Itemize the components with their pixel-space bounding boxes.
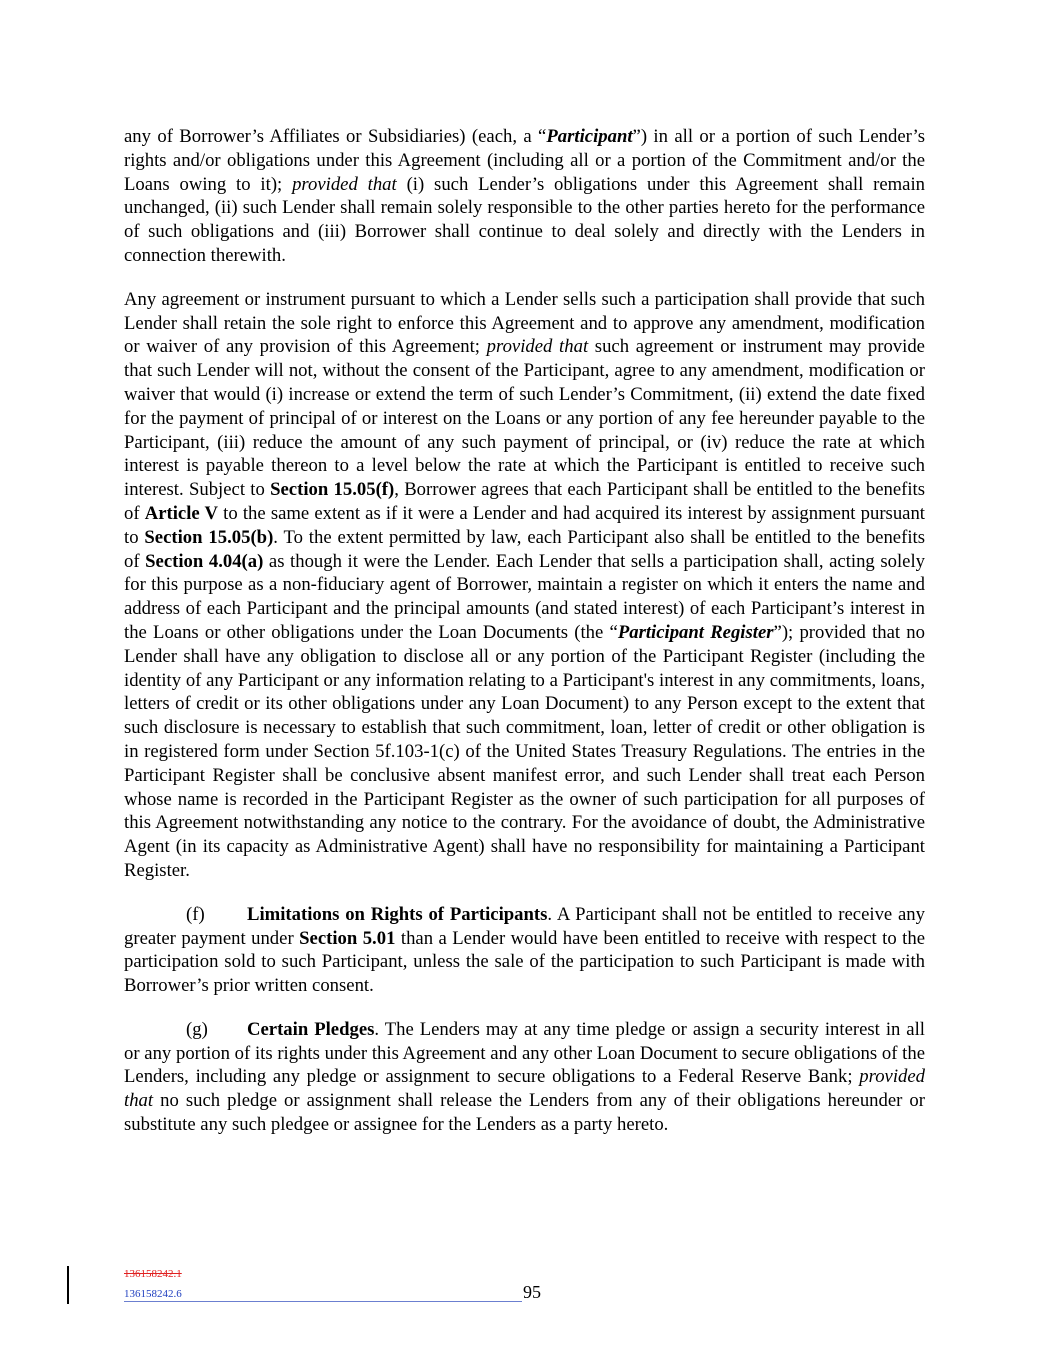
section-label: (f): [186, 903, 205, 925]
paragraph-section-f: (f) Limitations on Rights of Participants. A Participant shall not be entitled to receive any greater payment under Section 5.01 than a Lender would have been entitled to receive with respect to the participation sold to such Participant, unless the sale of the participation to such Participant is made with Borrower’s prior written consent.: [124, 903, 925, 997]
section-heading: Certain Pledges: [247, 1018, 375, 1040]
cross-reference: Article V: [144, 502, 219, 524]
section-heading: Limitations on Rights of Participants: [247, 903, 548, 925]
revision-change-bar: [67, 1266, 69, 1304]
cross-reference: Section 5.01: [299, 927, 396, 949]
page-number: 95: [523, 1282, 541, 1302]
section-label: (g): [186, 1018, 208, 1040]
defined-term-participant: Participant: [546, 126, 633, 147]
doc-id-inserted: 136158242.6: [124, 1288, 522, 1302]
cross-reference: Section 15.05(f): [270, 479, 395, 501]
paragraph-section-g: (g) Certain Pledges. The Lenders may at any time pledge or assign a security interest in all or any portion of its rights under this Agreement and any other Loan Document to secure obligations of the Lenders, including any pledge or assignment to secure obligations to a Federal Reserve Bank; provided that no such pledge or assignment shall release the Lenders from any of their obligations hereunder or substitute any such pledgee or assignee for the Lenders as a party hereto.: [124, 1018, 925, 1136]
defined-term-participant-register: Participant Register: [617, 621, 774, 643]
document-body: [124, 125, 925, 1137]
paragraph-participation-agreement: Any agreement or instrument pursuant to which a Lender sells such a participation shall provide that such Lender shall retain the sole right to enforce this Agreement and to approve any amendment, modification or waiver of any provision of this Agreement; provided that such agreement or instrument may provide that such Lender will not, without the consent of the Participant, agree to any amendment, modification or waiver that would (i) increase or extend the term of such Lender’s Commitment, (ii) extend the date fixed for the payment of principal of or interest on the Loans or any portion of any fee hereunder payable to the Participant, (iii) reduce the amount of any such payment of principal, or (iv) reduce the rate at which interest is payable thereon to a level below the rate at which the Participant is entitled to receive such interest. Subject to Section 15.05(f), Borrower agrees that each Participant shall be entitled to the benefits of Article V to the same extent as if it were a Lender and had acquired its interest by assignment pursuant to Section 15.05(b). To the extent permitted by law, each Participant also shall be entitled to the benefits of Section 4.04(a) as though it were the Lender. Each Lender that sells a participation shall, acting solely for this purpose as a non-fiduciary agent of Borrower, maintain a register on which it enters the name and address of each Participant and the principal amounts (and stated interest) of each Participant’s interest in the Loans or other obligations under the Loan Documents (the “Participant Register”); provided that no Lender shall have any obligation to disclose all or any portion of the Participant Register (including the identity of any Participant or any information relating to a Participant's interest in any commitments, loans, letters of credit or its other obligations under any Loan Document) to any Person except to the extent that such disclosure is necessary to establish that such commitment, loan, letter of credit or other obligation is in registered form under Section 5f.103-1(c) of the United States Treasury Regulations. The entries in the Participant Register shall be conclusive absent manifest error, and such Lender shall treat each Person whose name is recorded in the Participant Register as the owner of such participation for all purposes of this Agreement notwithstanding any notice to the contrary. For the avoidance of doubt, the Administrative Agent (in its capacity as Administrative Agent) shall have no responsibility for maintaining a Participant Register.: [124, 288, 926, 881]
cross-reference: Section 4.04(a): [145, 550, 264, 572]
paragraph-participant-definition: any of Borrower’s Affiliates or Subsidiaries) (each, a “Participant”) in all or a portion of such Lender’s rights and/or obligations under this Agreement (including all or a portion of the Commitment and/or the Loans owing to it); provided that (i) such Lender’s obligations under this Agreement shall remain unchanged, (ii) such Lender shall remain solely responsible to the other parties hereto for the performance of such obligations and (iii) Borrower shall continue to deal solely and directly with the Lenders in connection therewith.: [124, 126, 925, 266]
doc-id-deleted: 136158242.1: [124, 1268, 182, 1280]
cross-reference: Section 15.05(b): [144, 526, 274, 548]
